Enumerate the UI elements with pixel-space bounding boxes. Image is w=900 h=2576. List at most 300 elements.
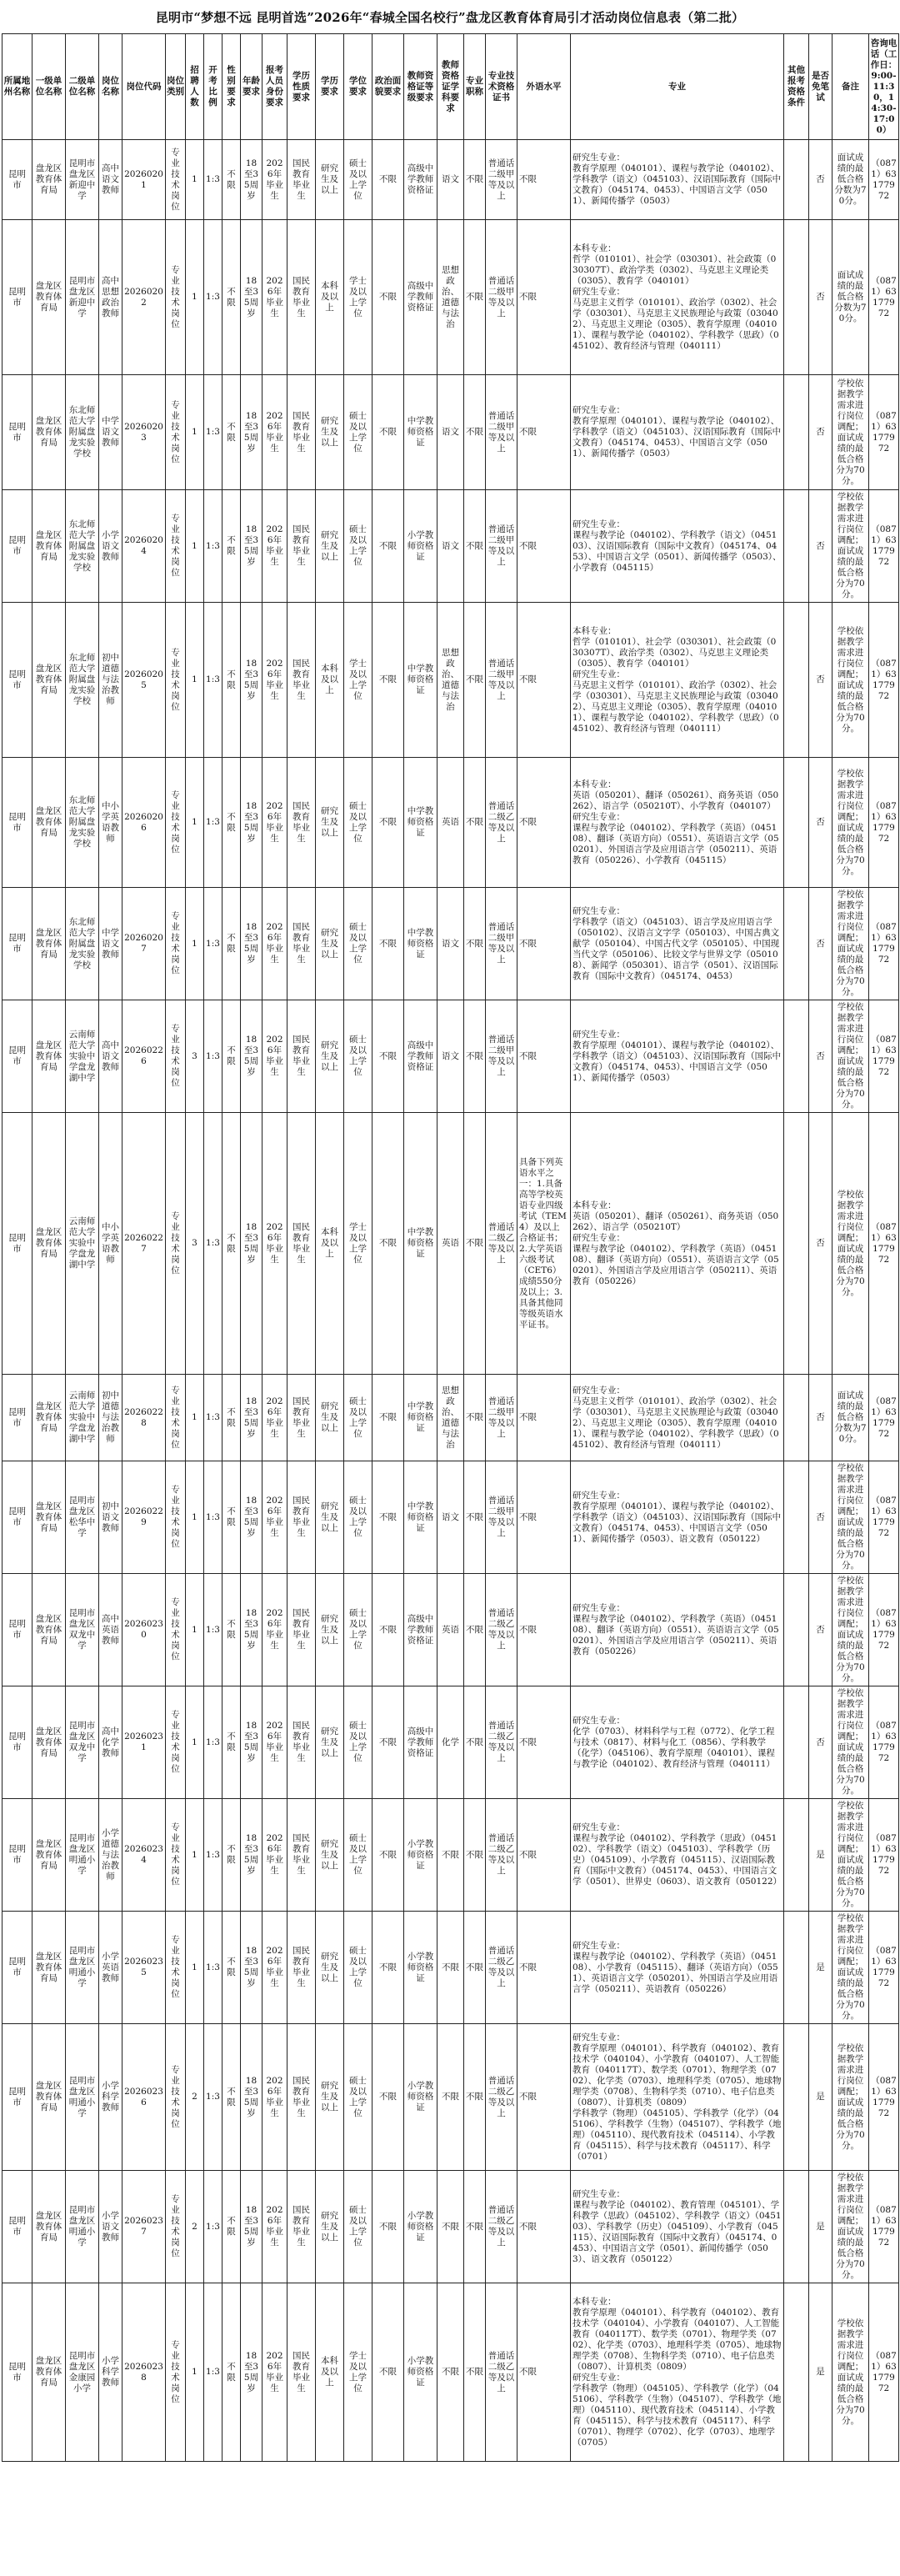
cell-cert-other: 普通话二级乙等及以上	[486, 1686, 518, 1799]
cell-unit2: 东北师范大学附属盘龙实验学校	[66, 603, 99, 758]
cell-age: 18至35周岁	[241, 2283, 262, 2462]
cell-code: 20260204	[122, 490, 166, 603]
cell-title-req: 不限	[464, 603, 486, 758]
cell-major: 研究生专业： 课程与教学论（040102）、学科教学（英语）（045108）、小学教育（045115）、翻译（英语方向）（0551）、英语语言文学（050201）、外国语言学及应用语言学（050211）、英语教育（050226）	[571, 1912, 784, 2024]
cell-count: 1	[186, 220, 204, 375]
cell-cert-subject: 不限	[438, 2024, 464, 2171]
cell-code: 20260202	[122, 220, 166, 375]
cell-foreign-lang: 不限	[518, 1686, 571, 1799]
cell-education: 研究生及以上	[316, 2024, 344, 2171]
cell-degree: 硕士及以上学位	[344, 888, 372, 1000]
cell-region: 昆明市	[2, 1375, 32, 1461]
cell-remark: 学校依据教学需求进行岗位调配；面试成绩的最低合格分为70分。	[832, 1799, 869, 1912]
cell-category: 专业技术岗位	[166, 1574, 186, 1686]
cell-ratio: 1:3	[204, 140, 222, 220]
cell-politics: 不限	[372, 1574, 404, 1686]
cell-major: 研究生专业： 课程与教学论（040102）、教育管理（045101）、学科教学（思政）（045102）、学科教学（语文）（045103）、学科教学（历史）（045109）、小学教育（045115）、汉语国际教育（国际中文教育）（045174、0453）、中国语言文学（0501）、新闻传播学（0503）、语文教育（050122）	[571, 2171, 784, 2283]
cell-other-cond	[784, 1686, 809, 1799]
table-row	[2, 603, 899, 758]
header-degree: 学位要求	[344, 34, 372, 140]
cell-major: 本科专业： 哲学（010101）、社会学（030301）、社会政策（030307T）、政治学类（0302）、马克思主义理论类（0305）、教育学（040101） 研究生专业： 马克思主义哲学（010101）、政治学（0302）、社会学（030301）、马克思主义民族理论与政策（030402）、马克思主义理论（0305）、教育学原理（040101）、课程与教学论（040102）、学科教学（思政）（045102）、教育经济与管理（040111）	[571, 603, 784, 758]
cell-politics: 不限	[372, 888, 404, 1000]
cell-count: 3	[186, 1113, 204, 1375]
cell-age: 18至35周岁	[241, 1000, 262, 1113]
header-code: 岗位代码	[122, 34, 166, 140]
cell-category: 专业技术岗位	[166, 1686, 186, 1799]
cell-gender: 不限	[222, 1461, 241, 1574]
cell-degree: 硕士及以上学位	[344, 2171, 372, 2283]
cell-phone: （0871）63177972	[869, 1912, 899, 2024]
cell-phone: （0871）63177972	[869, 1000, 899, 1113]
cell-identity: 2026年毕业生	[262, 1113, 288, 1375]
cell-edu-nature: 国民教育毕业生	[288, 375, 316, 490]
header-written-exempt: 是否免笔试	[809, 34, 832, 140]
cell-foreign-lang: 不限	[518, 490, 571, 603]
header-title-req: 专业职称	[464, 34, 486, 140]
cell-foreign-lang: 不限	[518, 1574, 571, 1686]
cell-remark: 学校依据教学需求进行岗位调配；面试成绩的最低合格分为70分。	[832, 375, 869, 490]
cell-edu-nature: 国民教育毕业生	[288, 1912, 316, 2024]
cell-politics: 不限	[372, 1799, 404, 1912]
cell-category: 专业技术岗位	[166, 758, 186, 888]
cell-count: 1	[186, 2283, 204, 2462]
header-unit2: 二级单位名称	[66, 34, 99, 140]
header-age: 年龄要求	[241, 34, 262, 140]
cell-ratio: 1:3	[204, 1113, 222, 1375]
cell-foreign-lang: 不限	[518, 888, 571, 1000]
cell-cert-other: 普通话二级乙等及以上	[486, 1799, 518, 1912]
cell-cert-subject: 思想政治、道德与法治	[438, 603, 464, 758]
cell-category: 专业技术岗位	[166, 1113, 186, 1375]
header-phone: 咨询电话（工作日：9:00-11:30，14:30-17:00）	[869, 34, 899, 140]
cell-other-cond	[784, 1113, 809, 1375]
table-row	[2, 2283, 899, 2462]
cell-edu-nature: 国民教育毕业生	[288, 1799, 316, 1912]
cell-position: 高中英语教师	[99, 1574, 122, 1686]
cell-ratio: 1:3	[204, 1461, 222, 1574]
cell-education: 研究生及以上	[316, 1686, 344, 1799]
cell-written-exempt: 是	[809, 1912, 832, 2024]
cell-position: 高中语文教师	[99, 1000, 122, 1113]
cell-remark: 学校依据教学需求进行岗位调配；面试成绩的最低合格分为70分。	[832, 888, 869, 1000]
cell-written-exempt: 否	[809, 220, 832, 375]
cell-gender: 不限	[222, 1686, 241, 1799]
cell-cert-other: 普通话二级甲等及以上	[486, 1461, 518, 1574]
cell-identity: 2026年毕业生	[262, 1912, 288, 2024]
cell-major: 研究生专业： 教育学原理（040101）、科学教育（040102）、教育技术学（040104）、小学教育（040107）、人工智能教育（040117T）、数学类（0701）、物理学类（0702）、化学类（0703）、地理科学类（0705）、地球物理学类（0708）、生物科学类（0710）、电子信息类（0807）、计算机类（0809） 学科教学（物理）（045105）、学科教学（化学）（045106）、学科教学（生物）（045107）、学科教学（地理）（045110）、现代教育技术（045114）、小学教育（045115）、科学与技术教育（045117）、科学（0701）	[571, 2024, 784, 2171]
cell-politics: 不限	[372, 1000, 404, 1113]
cell-title-req: 不限	[464, 2171, 486, 2283]
cell-title-req: 不限	[464, 2283, 486, 2462]
cell-title-req: 不限	[464, 1799, 486, 1912]
cell-unit2: 昆明市盘龙区新迎中学	[66, 140, 99, 220]
cell-major: 研究生专业： 教育学原理（040101）、课程与教学论（040102）、学科教学（语文）（045103）、汉语国际教育（国际中文教育）（045174、0453）、中国语言文学（0501）、新闻传播学（0503）	[571, 375, 784, 490]
cell-foreign-lang: 不限	[518, 1375, 571, 1461]
cell-unit2: 云南师范大学实验中学盘龙湖中学	[66, 1113, 99, 1375]
header-count: 招聘人数	[186, 34, 204, 140]
cell-cert-level: 中学教师资格证	[404, 888, 438, 1000]
cell-ratio: 1:3	[204, 1574, 222, 1686]
cell-region: 昆明市	[2, 1461, 32, 1574]
cell-gender: 不限	[222, 758, 241, 888]
cell-unit2: 东北师范大学附属盘龙实验学校	[66, 888, 99, 1000]
cell-cert-level: 小学教师资格证	[404, 2283, 438, 2462]
cell-unit2: 昆明市盘龙区明通小学	[66, 2024, 99, 2171]
cell-written-exempt: 否	[809, 490, 832, 603]
header-gender: 性别要求	[222, 34, 241, 140]
cell-education: 研究生及以上	[316, 1799, 344, 1912]
cell-position: 小学科学教师	[99, 2283, 122, 2462]
header-identity: 报考人员身份要求	[262, 34, 288, 140]
header-category: 岗位类别	[166, 34, 186, 140]
cell-position: 初中道德与法治教师	[99, 1375, 122, 1461]
cell-identity: 2026年毕业生	[262, 1799, 288, 1912]
cell-other-cond	[784, 1912, 809, 2024]
cell-phone: （0871）63177972	[869, 1574, 899, 1686]
cell-degree: 硕士及以上学位	[344, 1686, 372, 1799]
cell-ratio: 1:3	[204, 2024, 222, 2171]
cell-code: 20260201	[122, 140, 166, 220]
cell-cert-other: 普通话二级甲等及以上	[486, 490, 518, 603]
cell-cert-other: 普通话二级乙等及以上	[486, 2024, 518, 2171]
cell-category: 专业技术岗位	[166, 2283, 186, 2462]
cell-ratio: 1:3	[204, 220, 222, 375]
cell-major: 研究生专业： 教育学原理（040101）、课程与教学论（040102）、学科教学（语文）（045103）、汉语国际教育（国际中文教育）（045174、0453）、中国语言文学（0501）、新闻传播学（0503）	[571, 140, 784, 220]
cell-position: 小学英语教师	[99, 1912, 122, 2024]
cell-code: 20260205	[122, 603, 166, 758]
cell-phone: （0871）63177972	[869, 1799, 899, 1912]
cell-cert-other: 普通话二级乙等及以上	[486, 758, 518, 888]
header-ratio: 开考比例	[204, 34, 222, 140]
cell-ratio: 1:3	[204, 1912, 222, 2024]
cell-category: 专业技术岗位	[166, 220, 186, 375]
cell-ratio: 1:3	[204, 2283, 222, 2462]
cell-gender: 不限	[222, 1574, 241, 1686]
cell-category: 专业技术岗位	[166, 490, 186, 603]
cell-other-cond	[784, 220, 809, 375]
cell-degree: 硕士及以上学位	[344, 1574, 372, 1686]
cell-category: 专业技术岗位	[166, 1375, 186, 1461]
cell-cert-subject: 不限	[438, 1912, 464, 2024]
cell-code: 20260229	[122, 1461, 166, 1574]
cell-cert-level: 小学教师资格证	[404, 2171, 438, 2283]
cell-politics: 不限	[372, 1375, 404, 1461]
cell-other-cond	[784, 490, 809, 603]
cell-cert-other: 普通话二级乙等及以上	[486, 1113, 518, 1375]
table-row	[2, 1000, 899, 1113]
cell-remark: 面试成绩的最低合格分数为70分。	[832, 140, 869, 220]
cell-gender: 不限	[222, 2283, 241, 2462]
cell-title-req: 不限	[464, 758, 486, 888]
cell-region: 昆明市	[2, 2024, 32, 2171]
cell-count: 1	[186, 1574, 204, 1686]
cell-code: 20260237	[122, 2171, 166, 2283]
cell-cert-other: 普通话二级乙等及以上	[486, 2171, 518, 2283]
cell-foreign-lang: 不限	[518, 140, 571, 220]
cell-unit1: 盘龙区教育体育局	[32, 2024, 66, 2171]
cell-gender: 不限	[222, 140, 241, 220]
cell-politics: 不限	[372, 1912, 404, 2024]
cell-unit1: 盘龙区教育体育局	[32, 1113, 66, 1375]
cell-position: 高中化学教师	[99, 1686, 122, 1799]
cell-foreign-lang: 不限	[518, 1461, 571, 1574]
cell-gender: 不限	[222, 888, 241, 1000]
cell-age: 18至35周岁	[241, 2024, 262, 2171]
cell-code: 20260207	[122, 888, 166, 1000]
cell-other-cond	[784, 2024, 809, 2171]
table-row	[2, 1799, 899, 1912]
header-foreign-lang: 外语水平	[518, 34, 571, 140]
cell-category: 专业技术岗位	[166, 1912, 186, 2024]
header-other-cond: 其他报考资格条件	[784, 34, 809, 140]
cell-degree: 硕士及以上学位	[344, 1000, 372, 1113]
cell-position: 初中语文教师	[99, 1461, 122, 1574]
cell-region: 昆明市	[2, 1686, 32, 1799]
cell-region: 昆明市	[2, 375, 32, 490]
cell-cert-subject: 思想政治、道德与法治	[438, 220, 464, 375]
cell-other-cond	[784, 140, 809, 220]
cell-phone: （0871）63177972	[869, 375, 899, 490]
cell-title-req: 不限	[464, 1461, 486, 1574]
table-header-row	[2, 34, 899, 140]
cell-remark: 学校依据教学需求进行岗位调配；面试成绩的最低合格分为70分。	[832, 490, 869, 603]
cell-gender: 不限	[222, 375, 241, 490]
cell-unit2: 昆明市盘龙区明通小学	[66, 1799, 99, 1912]
cell-age: 18至35周岁	[241, 1686, 262, 1799]
cell-degree: 硕士及以上学位	[344, 140, 372, 220]
cell-title-req: 不限	[464, 1912, 486, 2024]
cell-cert-other: 普通话二级乙等及以上	[486, 1574, 518, 1686]
cell-remark: 学校依据教学需求进行岗位调配；面试成绩的最低合格分为70分。	[832, 1912, 869, 2024]
cell-ratio: 1:3	[204, 2171, 222, 2283]
cell-unit1: 盘龙区教育体育局	[32, 1686, 66, 1799]
header-edu-nature: 学历性质要求	[288, 34, 316, 140]
cell-position: 小学道德与法治教师	[99, 1799, 122, 1912]
cell-education: 研究生及以上	[316, 1912, 344, 2024]
cell-unit2: 昆明市盘龙区双龙中学	[66, 1574, 99, 1686]
cell-major: 研究生专业： 学科教学（语文）（045103）、语言学及应用语言学（050102）、汉语言文字学（050103）、中国古典文献学（050104）、中国古代文学（050105）、中国现当代文学（050106）、比较文学与世界文学（050108）、新闻学（050301）、语言学（0501）、汉语国际教育（国际中文教育）（045174、0453）	[571, 888, 784, 1000]
cell-degree: 硕士及以上学位	[344, 1912, 372, 2024]
cell-category: 专业技术岗位	[166, 603, 186, 758]
cell-identity: 2026年毕业生	[262, 490, 288, 603]
cell-position: 小学科学教师	[99, 2024, 122, 2171]
cell-education: 研究生及以上	[316, 490, 344, 603]
table-row	[2, 2171, 899, 2283]
cell-other-cond	[784, 1461, 809, 1574]
cell-region: 昆明市	[2, 1113, 32, 1375]
cell-major: 本科专业： 英语（050201）、翻译（050261）、商务英语（050262）、语言学（050210T） 研究生专业： 课程与教学论（040102）、学科教学（英语）（045108）、翻译（英语方向）（0551）、英语语言文学（050201）、外国语言学及应用语言学（050211）、英语教育（050226）	[571, 1113, 784, 1375]
cell-unit2: 东北师范大学附属盘龙实验学校	[66, 758, 99, 888]
table-row	[2, 375, 899, 490]
cell-cert-subject: 不限	[438, 2283, 464, 2462]
cell-region: 昆明市	[2, 140, 32, 220]
cell-other-cond	[784, 603, 809, 758]
cell-ratio: 1:3	[204, 490, 222, 603]
cell-foreign-lang: 不限	[518, 220, 571, 375]
cell-other-cond	[784, 1799, 809, 1912]
cell-count: 1	[186, 1375, 204, 1461]
cell-identity: 2026年毕业生	[262, 758, 288, 888]
cell-age: 18至35周岁	[241, 603, 262, 758]
cell-title-req: 不限	[464, 220, 486, 375]
cell-age: 18至35周岁	[241, 220, 262, 375]
cell-unit2: 云南师范大学实验中学盘龙湖中学	[66, 1000, 99, 1113]
cell-other-cond	[784, 758, 809, 888]
cell-category: 专业技术岗位	[166, 140, 186, 220]
cell-phone: （0871）63177972	[869, 2024, 899, 2171]
cell-unit2: 昆明市盘龙区明通小学	[66, 1912, 99, 2024]
cell-remark: 学校依据教学需求进行岗位调配；面试成绩的最低合格分为70分。	[832, 1461, 869, 1574]
table-row	[2, 1113, 899, 1375]
cell-region: 昆明市	[2, 603, 32, 758]
cell-gender: 不限	[222, 2171, 241, 2283]
cell-education: 研究生及以上	[316, 1461, 344, 1574]
cell-title-req: 不限	[464, 140, 486, 220]
table-row	[2, 490, 899, 603]
cell-education: 本科及以上	[316, 1113, 344, 1375]
cell-other-cond	[784, 2283, 809, 2462]
cell-identity: 2026年毕业生	[262, 1461, 288, 1574]
cell-code: 20260236	[122, 2024, 166, 2171]
cell-code: 20260206	[122, 758, 166, 888]
table-row	[2, 2024, 899, 2171]
header-cert-level: 教师资格证等级要求	[404, 34, 438, 140]
cell-politics: 不限	[372, 2171, 404, 2283]
cell-gender: 不限	[222, 2024, 241, 2171]
cell-phone: （0871）63177972	[869, 490, 899, 603]
cell-ratio: 1:3	[204, 1686, 222, 1799]
cell-category: 专业技术岗位	[166, 1000, 186, 1113]
cell-edu-nature: 国民教育毕业生	[288, 1461, 316, 1574]
cell-age: 18至35周岁	[241, 490, 262, 603]
header-remark: 备注	[832, 34, 869, 140]
cell-cert-level: 小学教师资格证	[404, 2024, 438, 2171]
cell-education: 研究生及以上	[316, 1375, 344, 1461]
header-education: 学历要求	[316, 34, 344, 140]
cell-phone: （0871）63177972	[869, 140, 899, 220]
table-row	[2, 220, 899, 375]
cell-written-exempt: 是	[809, 2024, 832, 2171]
cell-ratio: 1:3	[204, 1000, 222, 1113]
cell-cert-subject: 不限	[438, 2171, 464, 2283]
cell-unit2: 昆明市盘龙区明通小学	[66, 2171, 99, 2283]
cell-identity: 2026年毕业生	[262, 1574, 288, 1686]
cell-unit1: 盘龙区教育体育局	[32, 490, 66, 603]
cell-written-exempt: 否	[809, 375, 832, 490]
cell-degree: 学士及以上学位	[344, 220, 372, 375]
cell-cert-level: 小学教师资格证	[404, 490, 438, 603]
cell-position: 中小学英语教师	[99, 1113, 122, 1375]
cell-title-req: 不限	[464, 1113, 486, 1375]
cell-degree: 学士及以上学位	[344, 2283, 372, 2462]
cell-age: 18至35周岁	[241, 375, 262, 490]
cell-education: 研究生及以上	[316, 758, 344, 888]
cell-cert-level: 中学教师资格证	[404, 603, 438, 758]
cell-unit1: 盘龙区教育体育局	[32, 220, 66, 375]
cell-degree: 硕士及以上学位	[344, 1799, 372, 1912]
cell-count: 1	[186, 1461, 204, 1574]
cell-cert-other: 普通话二级甲等及以上	[486, 140, 518, 220]
cell-position: 中学语文教师	[99, 888, 122, 1000]
cell-degree: 学士及以上学位	[344, 1113, 372, 1375]
cell-category: 专业技术岗位	[166, 2024, 186, 2171]
cell-gender: 不限	[222, 1000, 241, 1113]
cell-remark: 学校依据教学需求进行岗位调配；面试成绩的最低合格分为70分。	[832, 2283, 869, 2462]
cell-position: 高中语文教师	[99, 140, 122, 220]
cell-phone: （0871）63177972	[869, 603, 899, 758]
cell-remark: 学校依据教学需求进行岗位调配；面试成绩的最低合格分为70分。	[832, 1574, 869, 1686]
cell-foreign-lang: 不限	[518, 2024, 571, 2171]
table-row	[2, 758, 899, 888]
cell-code: 20260238	[122, 2283, 166, 2462]
cell-age: 18至35周岁	[241, 2171, 262, 2283]
cell-region: 昆明市	[2, 2283, 32, 2462]
cell-unit2: 昆明市盘龙区双龙中学	[66, 1686, 99, 1799]
cell-count: 1	[186, 140, 204, 220]
cell-education: 本科及以上	[316, 220, 344, 375]
cell-foreign-lang: 不限	[518, 1000, 571, 1113]
cell-age: 18至35周岁	[241, 140, 262, 220]
cell-edu-nature: 国民教育毕业生	[288, 1686, 316, 1799]
document-title: 昆明市“梦想不远 昆明首选”2026年“春城全国名校行”盘龙区教育体育局引才活动岗位信息表（第二批）	[155, 9, 745, 25]
cell-cert-subject: 不限	[438, 1799, 464, 1912]
cell-phone: （0871）63177972	[869, 2171, 899, 2283]
cell-code: 20260227	[122, 1113, 166, 1375]
cell-gender: 不限	[222, 220, 241, 375]
header-cert-subject: 教师资格证学科要求	[438, 34, 464, 140]
cell-position: 小学语文教师	[99, 2171, 122, 2283]
cell-age: 18至35周岁	[241, 1375, 262, 1461]
cell-edu-nature: 国民教育毕业生	[288, 888, 316, 1000]
cell-degree: 硕士及以上学位	[344, 758, 372, 888]
cell-unit1: 盘龙区教育体育局	[32, 1461, 66, 1574]
cell-education: 研究生及以上	[316, 2171, 344, 2283]
cell-count: 2	[186, 2024, 204, 2171]
cell-phone: （0871）63177972	[869, 888, 899, 1000]
cell-major: 研究生专业： 课程与教学论（040102）、学科教学（英语）（045108）、翻译（英语方向）（0551）、英语语言文学（050201）、外国语言学及应用语言学（050211）、英语教育（050226）	[571, 1574, 784, 1686]
cell-cert-level: 高级中学教师资格证	[404, 140, 438, 220]
cell-gender: 不限	[222, 1912, 241, 2024]
cell-politics: 不限	[372, 603, 404, 758]
cell-phone: （0871）63177972	[869, 758, 899, 888]
cell-foreign-lang: 不限	[518, 2171, 571, 2283]
cell-ratio: 1:3	[204, 758, 222, 888]
cell-title-req: 不限	[464, 375, 486, 490]
cell-written-exempt: 否	[809, 1686, 832, 1799]
cell-other-cond	[784, 1375, 809, 1461]
cell-major: 研究生专业： 教育学原理（040101）、课程与教学论（040102）、学科教学（语文）（045103）、汉语国际教育（国际中文教育）（045174、0453）、中国语言文学（0501）、新闻传播学（0503）、语文教育（050122）	[571, 1461, 784, 1574]
cell-region: 昆明市	[2, 490, 32, 603]
cell-identity: 2026年毕业生	[262, 1375, 288, 1461]
cell-gender: 不限	[222, 1799, 241, 1912]
cell-unit2: 东北师范大学附属盘龙实验学校	[66, 490, 99, 603]
cell-degree: 硕士及以上学位	[344, 375, 372, 490]
cell-written-exempt: 否	[809, 888, 832, 1000]
cell-major: 研究生专业： 课程与教学论（040102）、学科教学（思政）（045102）、学科教学（语文）（045103）、学科教学（历史）（045109）、小学教育（045115）、汉语国际教育（国际中文教育）（045174、0453）、中国语言文学（0501）、世界史（0603）、语文教育（050122）	[571, 1799, 784, 1912]
cell-politics: 不限	[372, 140, 404, 220]
cell-major: 本科专业： 教育学原理（040101）、科学教育（040102）、教育技术学（040104）、小学教育（040107）、人工智能教育（040117T）、数学类（0701）、物理学类（0702）、化学类（0703）、地理科学类（0705）、地球物理学类（0708）、生物科学类（0710）、电子信息类（0807）、计算机类（0809） 研究生专业： 学科教学（物理）（045105）、学科教学（化学）（045106）、学科教学（生物）（045107）、学科教学（地理）（045110）、现代教育技术（045114）、小学教育（045115）、科学与技术教育（045117）、科学（0701）、物理学（0702）、化学（0703）、地理学（0705）	[571, 2283, 784, 2462]
cell-remark: 学校依据教学需求进行岗位调配；面试成绩的最低合格分为70分。	[832, 2171, 869, 2283]
cell-count: 1	[186, 603, 204, 758]
cell-written-exempt: 否	[809, 1574, 832, 1686]
cell-unit1: 盘龙区教育体育局	[32, 2171, 66, 2283]
cell-written-exempt: 否	[809, 1375, 832, 1461]
cell-cert-other: 普通话二级甲等及以上	[486, 1375, 518, 1461]
cell-age: 18至35周岁	[241, 1113, 262, 1375]
cell-unit1: 盘龙区教育体育局	[32, 375, 66, 490]
cell-identity: 2026年毕业生	[262, 1000, 288, 1113]
cell-cert-level: 小学教师资格证	[404, 1799, 438, 1912]
